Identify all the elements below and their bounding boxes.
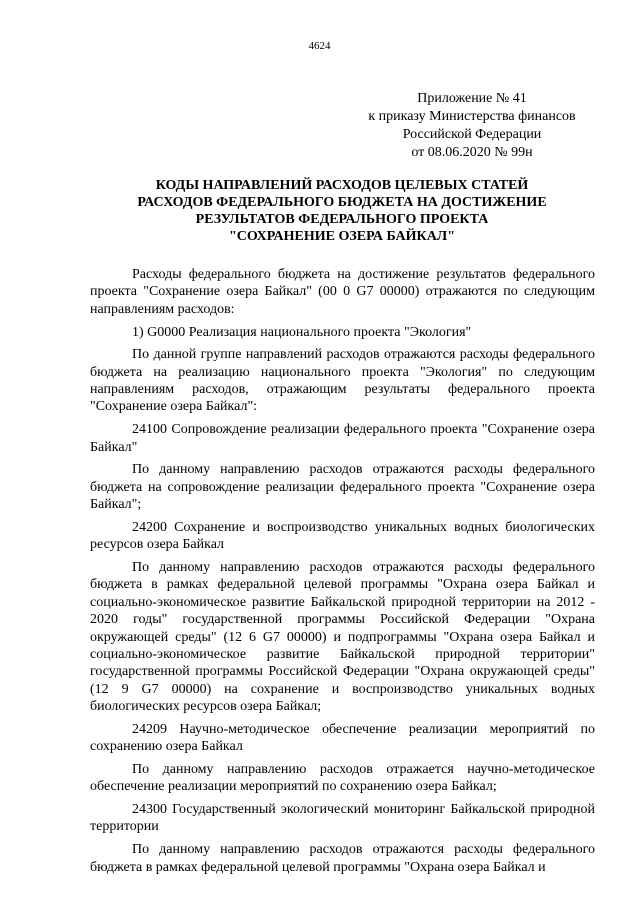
page-number: 4624 — [308, 40, 331, 52]
appendix-number: Приложение № 41 — [417, 91, 527, 106]
paragraph-intro: Расходы федерального бюджета на достижение результатов федерального проекта "Сохранение озера Байкал" (00 0 G7 00000) отражаются по следующим направлениям расходов: — [90, 267, 595, 317]
title-line-1: КОДЫ НАПРАВЛЕНИЙ РАСХОДОВ ЦЕЛЕВЫХ СТАТЕЙ — [155, 178, 529, 193]
title-line-4: "СОХРАНЕНИЕ ОЗЕРА БАЙКАЛ" — [228, 229, 456, 244]
appendix-order-ref: к приказу Министерства финансов — [368, 109, 576, 124]
paragraph-group-description: По данной группе направлений расходов отражаются расходы федерального бюджета на реализацию национального проекта "Экология" по следующим направлениям расходов, отражающим результаты федерального проекта "Сохранение озера Байкал": — [90, 347, 595, 415]
document-body — [90, 266, 595, 876]
title-line-2: РАСХОДОВ ФЕДЕРАЛЬНОГО БЮДЖЕТА НА ДОСТИЖЕНИЕ — [137, 195, 547, 210]
appendix-date: от 08.06.2020 № 99н — [411, 145, 533, 160]
appendix-header — [352, 90, 592, 162]
paragraph-group-g0000: 1) G0000 Реализация национального проекта "Экология" — [132, 324, 472, 340]
document-title — [80, 177, 604, 245]
paragraph-code-24200-description: По данному направлению расходов отражаются расходы федерального бюджета в рамках федеральной целевой программы "Охрана озера Байкал и социально-экономическое развитие Байкальской природной территории на 2012 - 2020 годы" государственной программы Российской Федерации "Охрана окружающей среды" (12 6 G7 00000) и подпрограммы "Охрана озера Байкал и социально-экономическое развитие Байкальской природной территории" государственной программы Российской Федерации "Охрана окружающей среды" (12 9 G7 00000) на сохранение и воспроизводство уникальных водных биологических ресурсов озера Байкал; — [90, 559, 595, 715]
paragraph-code-24300: 24300 Государственный экологический мониторинг Байкальской природной территории — [90, 802, 595, 835]
paragraph-code-24209: 24209 Научно-методическое обеспечение реализации мероприятий по сохранению озера Байкал — [90, 721, 595, 755]
paragraph-code-24200: 24200 Сохранение и воспроизводство уникальных водных биологических ресурсов озера Байкал — [90, 519, 595, 553]
paragraph-code-24100-description: По данному направлению расходов отражаются расходы федерального бюджета на сопровождение реализации федерального проекта "Сохранение озера Байкал"; — [90, 462, 595, 513]
paragraph-code-24209-description: По данному направлению расходов отражается научно-методическое обеспечение реализации мероприятий по сохранению озера Байкал; — [90, 761, 595, 795]
paragraph-code-24300-description: По данному направлению расходов отражаются расходы федерального бюджета в рамках федеральной целевой программы "Охрана озера Байкал и — [90, 842, 595, 875]
appendix-country: Российской Федерации — [402, 127, 542, 142]
paragraph-code-24100: 24100 Сопровождение реализации федерального проекта "Сохранение озера Байкал" — [90, 422, 595, 455]
title-line-3: РЕЗУЛЬТАТОВ ФЕДЕРАЛЬНОГО ПРОЕКТА — [195, 212, 489, 227]
